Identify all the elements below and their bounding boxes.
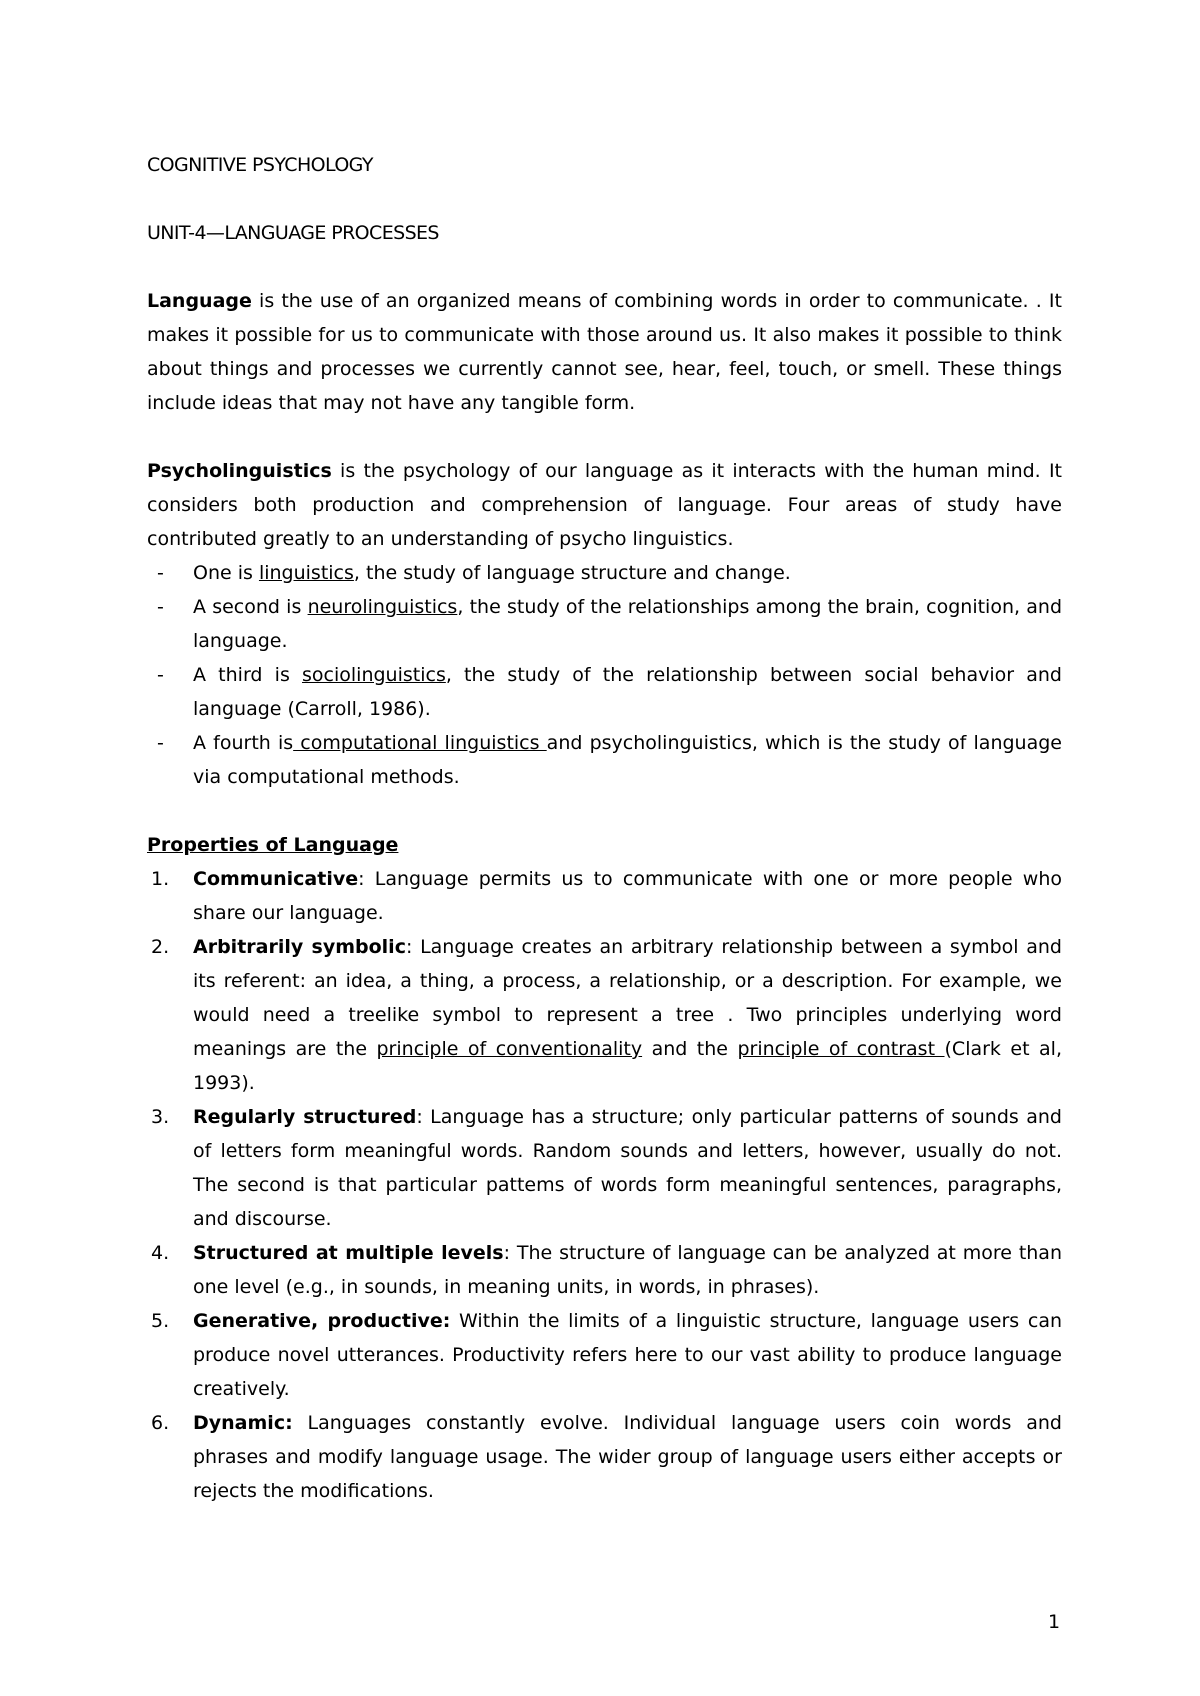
property-text: Within the limits of a linguistic structure, language users can produce novel utterances. Productivity refers here to our vast ability to produce language creatively. (193, 1310, 1062, 1400)
property-term: Arbitrarily symbolic (193, 936, 406, 958)
area-text-after: , the study of the relationships among the brain, cognition, and language. (193, 596, 1062, 652)
property-colon: : (358, 868, 365, 890)
area-term: linguistics (258, 562, 354, 584)
principle-term: principle of contrast (737, 1038, 945, 1060)
property-text: The structure of language can be analyzed at more than one level (e.g., in sounds, in meaning units, in words, in phrases). (193, 1242, 1062, 1298)
document-title: COGNITIVE PSYCHOLOGY (147, 154, 373, 176)
psycholinguistics-paragraph (147, 454, 1062, 556)
dash-marker: - (157, 664, 164, 686)
area-text-after: and psycholinguistics, which is the study of language via computational methods. (193, 732, 1062, 788)
item-number: 5. (151, 1310, 170, 1332)
list-item (121, 658, 1062, 726)
unit-heading: UNIT-4—LANGUAGE PROCESSES (147, 222, 439, 244)
property-term: Generative, productive: (193, 1310, 451, 1332)
item-number: 6. (151, 1412, 170, 1434)
property-term: Communicative (193, 868, 359, 890)
area-text-before: A third is (193, 664, 303, 686)
list-item (121, 1236, 1062, 1304)
list-item (121, 556, 1062, 590)
area-term: neurolinguistics (307, 596, 458, 618)
language-term: Language (147, 290, 252, 312)
page-number: 1 (1048, 1611, 1061, 1633)
property-term: Regularly structured (193, 1106, 417, 1128)
area-term: computational linguistics (293, 732, 547, 754)
area-text-before: A second is (193, 596, 308, 618)
properties-list (147, 862, 1062, 1508)
document-body (147, 148, 1062, 1508)
property-text: Language has a structure; only particular patterns of sounds and of letters form meaningful words. Random sounds and letters, however, usually do not. The second is that particular pattems of words form meaningful sentences, paragraphs, and discourse. (193, 1106, 1062, 1230)
list-item (121, 1406, 1062, 1508)
language-text: is the use of an organized means of combining words in order to communicate. . It makes it possible for us to communicate with those around us. It also makes it possible to think about things and processes we currently cannot see, hear, feel, touch, or smell. These things include ideas that may not have any tangible form. (147, 290, 1062, 414)
principle-term: principle of conventionality (376, 1038, 643, 1060)
property-term: Structured at multiple levels (193, 1242, 504, 1264)
list-item (121, 1100, 1062, 1236)
property-colon: : (405, 936, 413, 958)
dash-marker: - (157, 562, 164, 584)
area-text-after: , the study of the relationship between social behavior and language (Carroll, 1986). (193, 664, 1062, 720)
property-colon: : (503, 1242, 510, 1264)
dash-marker: - (157, 596, 164, 618)
property-term: Dynamic: (193, 1412, 293, 1434)
area-text-after: , the study of language structure and change. (353, 562, 791, 584)
language-paragraph (147, 284, 1062, 420)
list-item (121, 726, 1062, 794)
property-text: and the (642, 1038, 738, 1060)
list-item (121, 590, 1062, 658)
property-text: Language creates an arbitrary relationship between a symbol and its referent: an idea, a thing, a process, a relationship, or a description. For example, we would need a treelike symbol to represent a tree . Two principles underlying word meanings are the (193, 936, 1062, 1060)
psycholinguistics-term: Psycholinguistics (147, 460, 332, 482)
area-term: sociolinguistics (302, 664, 446, 686)
psycholinguistics-text: is the psychology of our language as it interacts with the human mind. It considers both production and comprehension of language. Four areas of study have contributed greatly to an understanding of psycho linguistics. (147, 460, 1062, 550)
item-number: 1. (151, 868, 170, 890)
area-text-before: One is (193, 562, 259, 584)
property-text: Language permits us to communicate with one or more people who share our language. (193, 868, 1062, 924)
item-number: 4. (151, 1242, 170, 1264)
item-number: 3. (151, 1106, 170, 1128)
study-areas-list (147, 556, 1062, 794)
dash-marker: - (157, 732, 164, 754)
citation-text: (Clark et al, 1993). (193, 1038, 1062, 1094)
area-text-before: A fourth is (193, 732, 294, 754)
properties-heading: Properties of Language (147, 834, 399, 856)
list-item (121, 1304, 1062, 1406)
property-text: Languages constantly evolve. Individual language users coin words and phrases and modify language usage. The wider group of language users either accepts or rejects the modifications. (193, 1412, 1062, 1502)
item-number: 2. (151, 936, 170, 958)
list-item (121, 930, 1062, 1100)
property-colon: : (416, 1106, 423, 1128)
list-item (121, 862, 1062, 930)
